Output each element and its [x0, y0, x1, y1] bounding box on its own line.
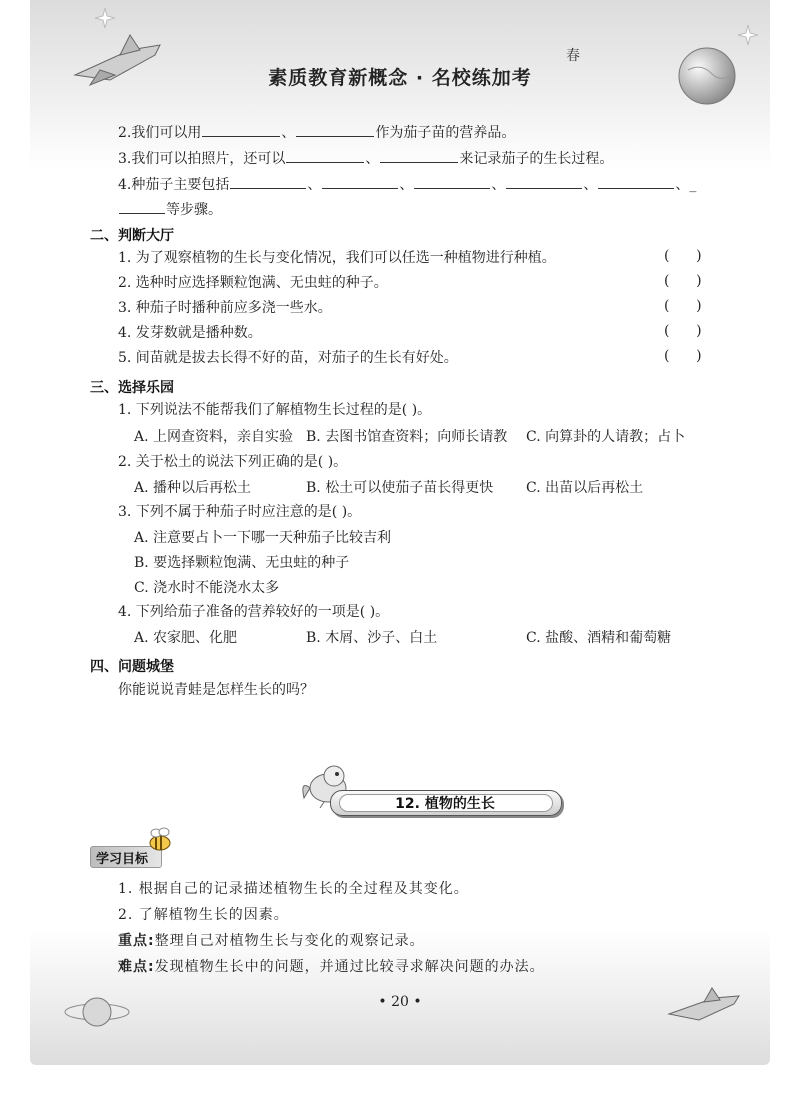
answer-blank[interactable] [598, 174, 674, 189]
choice-question-stem: 3. 下列不属于种茄子时应注意的是( )。 [118, 504, 362, 520]
goal-label: 学习目标 [96, 852, 149, 867]
season-label: 春 [566, 48, 580, 64]
answer-blank[interactable] [202, 122, 280, 137]
choice-option[interactable]: B. 要选择颗粒饱满、无虫蛀的种子 [134, 555, 350, 571]
answer-parentheses[interactable]: ( ) [664, 348, 702, 364]
difficult-point: 难点:发现植物生长中的问题，并通过比较寻求解决问题的办法。 [118, 959, 545, 975]
section-title-choice: 三、选择乐园 [90, 380, 174, 396]
page-number: • 20 • [378, 994, 422, 1010]
judge-item: 3. 种茄子时播种前应多浇一些水。 [118, 300, 332, 316]
choice-option[interactable]: A. 上网查资料，亲自实验 [134, 429, 294, 445]
answer-blank[interactable] [380, 148, 458, 163]
choice-option[interactable]: C. 向算卦的人请教；占卜 [526, 429, 686, 445]
choice-option[interactable]: C. 浇水时不能浇水太多 [134, 580, 280, 596]
choice-option[interactable]: C. 盐酸、酒精和葡萄糖 [526, 630, 672, 646]
choice-option[interactable]: A. 农家肥、化肥 [134, 630, 238, 646]
judge-item: 4. 发芽数就是播种数。 [118, 325, 262, 341]
judge-item: 5. 间苗就是拔去长得不好的苗，对茄子的生长有好处。 [118, 350, 458, 366]
sparkle-icon [738, 25, 758, 45]
goal-item: 2. 了解植物生长的因素。 [118, 907, 289, 923]
section-title-judge: 二、判断大厅 [90, 228, 174, 244]
answer-blank[interactable] [119, 199, 165, 214]
choice-option[interactable]: C. 出苗以后再松土 [526, 480, 644, 496]
judge-item: 1. 为了观察植物的生长与变化情况，我们可以任选一种植物进行种植。 [118, 250, 556, 266]
choice-option[interactable]: B. 去图书馆查资料；向师长请教 [306, 429, 508, 445]
section-title-castle: 四、问题城堡 [90, 659, 174, 675]
answer-parentheses[interactable]: ( ) [664, 323, 702, 339]
answer-parentheses[interactable]: ( ) [664, 298, 702, 314]
choice-question-stem: 2. 关于松土的说法下列正确的是( )。 [118, 454, 348, 470]
fill-question-4-cont: 等步骤。 [118, 199, 222, 220]
sparkle-icon [95, 8, 115, 28]
answer-blank[interactable] [230, 174, 306, 189]
fill-question-3: 3.我们可以拍照片，还可以 、 来记录茄子的生长过程。 [118, 148, 613, 169]
choice-option[interactable]: A. 播种以后再松土 [134, 480, 252, 496]
answer-blank[interactable] [296, 122, 374, 137]
fill-question-2: 2.我们可以用 、 作为茄子苗的营养品。 [118, 122, 515, 143]
page-header-title: 素质教育新概念 · 名校练加考 [268, 67, 532, 89]
choice-question-stem: 4. 下列给茄子准备的营养较好的一项是( )。 [118, 604, 390, 620]
choice-option[interactable]: A. 注意要占卜一下哪一天种茄子比较吉利 [134, 530, 392, 546]
answer-parentheses[interactable]: ( ) [664, 273, 702, 289]
judge-item: 2. 选种时应选择颗粒饱满、无虫蛀的种子。 [118, 275, 388, 291]
choice-question-stem: 1. 下列说法不能帮我们了解植物生长过程的是( )。 [118, 402, 432, 418]
key-point: 重点:整理自己对植物生长与变化的观察记录。 [118, 933, 425, 949]
choice-option[interactable]: B. 松土可以使茄子苗长得更快 [306, 480, 494, 496]
answer-blank[interactable] [414, 174, 490, 189]
answer-parentheses[interactable]: ( ) [664, 248, 702, 264]
open-question: 你能说说青蛙是怎样生长的吗？ [118, 682, 314, 698]
unit-title: 12. 植物的生长 [395, 796, 495, 812]
goal-item: 1. 根据自己的记录描述植物生长的全过程及其变化。 [118, 881, 469, 897]
answer-blank[interactable] [322, 174, 398, 189]
answer-blank[interactable] [506, 174, 582, 189]
fill-question-4: 4.种茄子主要包括 、 、 、 、 、_ [118, 174, 696, 195]
choice-option[interactable]: B. 木屑、沙子、白土 [306, 630, 438, 646]
answer-blank[interactable] [286, 148, 364, 163]
bee-icon [144, 826, 174, 854]
